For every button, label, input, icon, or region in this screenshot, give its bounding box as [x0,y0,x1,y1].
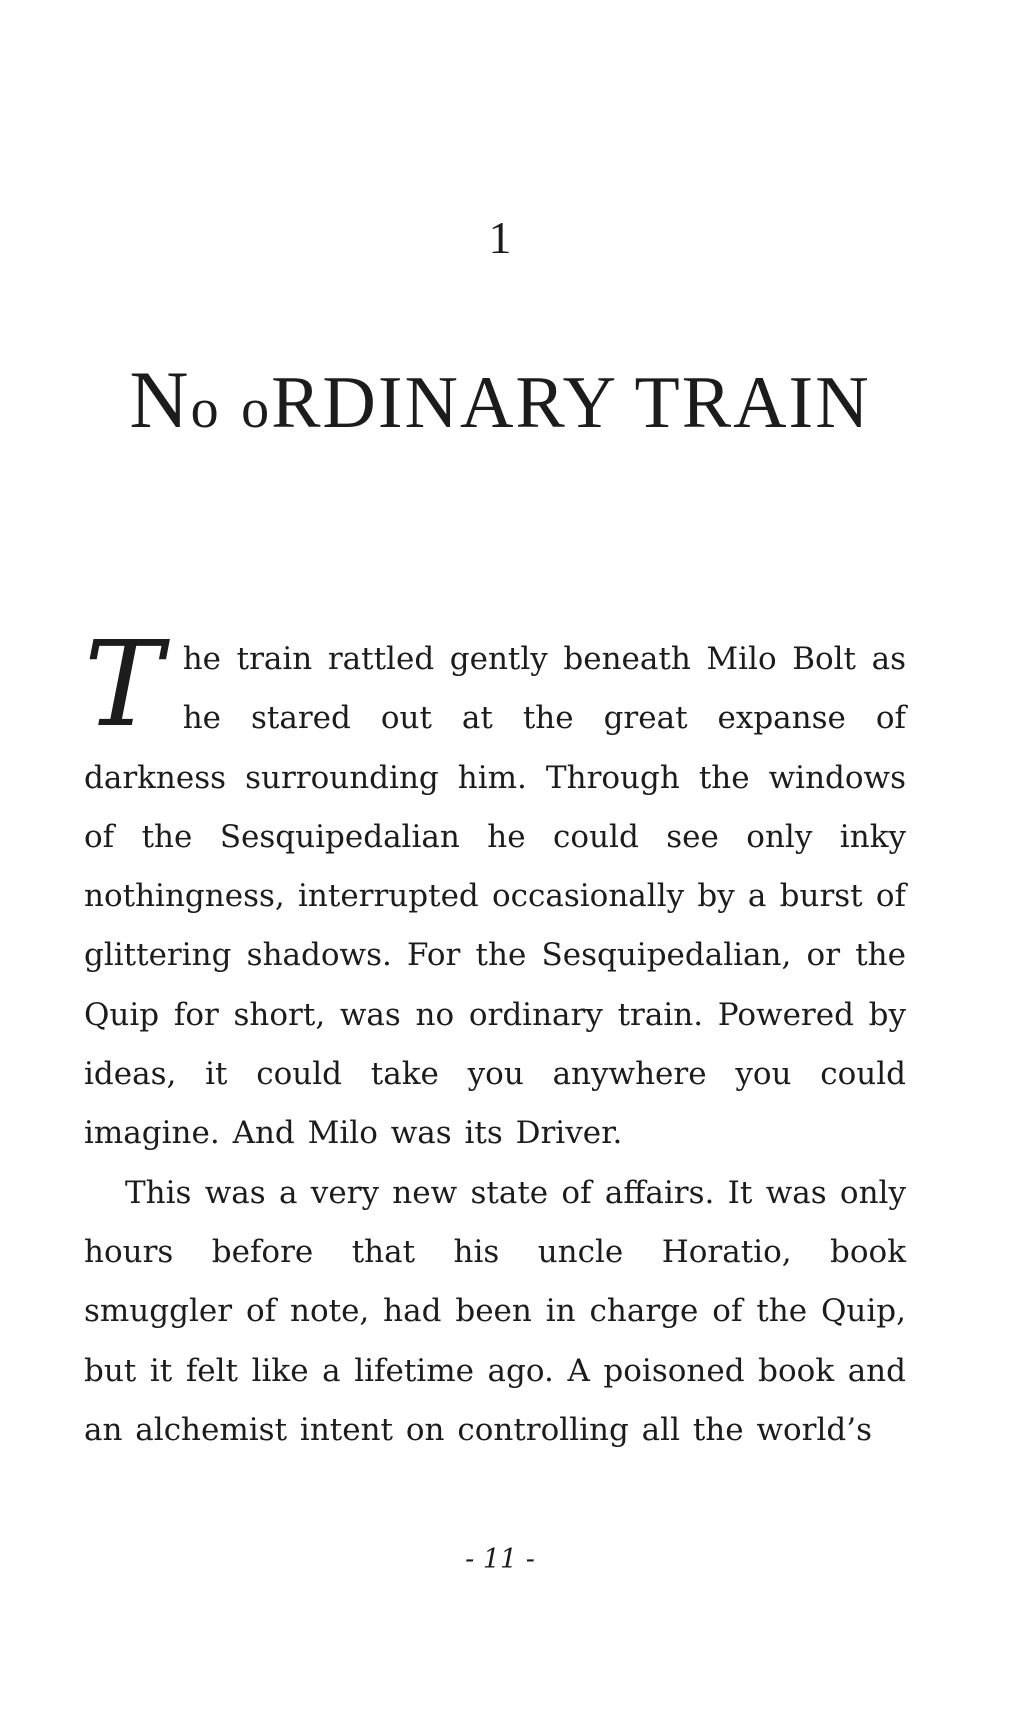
paragraph-1 [84,615,906,1164]
chapter-title-part: TRAIN [634,362,871,444]
chapter-title-part [221,362,242,444]
chapter-title-part: o [241,378,272,440]
chapter-title-part: Y [562,362,616,444]
body-text [84,615,906,1460]
paragraph-1-text: he train rattled gently beneath Milo Bolt as he stared out at the great expanse of darkness surrounding him. Through the windows of the Sesquipedalian he could see only inky nothingness, interrupted occasionally by a burst of glittering shadows. For the Sesquipedalian, or the Quip for short, was no ordinary train. Powered by ideas, it could take you anywhere you could imagine. And Milo was its Driver. [84,641,906,1152]
drop-cap: T [84,615,163,753]
page-number: - 11 - [465,1544,535,1575]
chapter-title-part: N [129,354,191,445]
chapter-number: 1 [488,212,512,263]
chapter-title-part: NAR [404,362,563,444]
chapter-title-part: RDI [271,362,405,444]
chapter-title-part: o [190,378,221,440]
chapter-title [80,355,920,454]
paragraph-2: This was a very new state of affairs. It was only hours before that his uncle Horatio, book smuggler of note, had been in charge of the Quip, but it felt like a lifetime ago. A poisoned book and an alchemist intent on controlling all the world’s [84,1174,906,1448]
chapter-title-part [615,362,634,444]
